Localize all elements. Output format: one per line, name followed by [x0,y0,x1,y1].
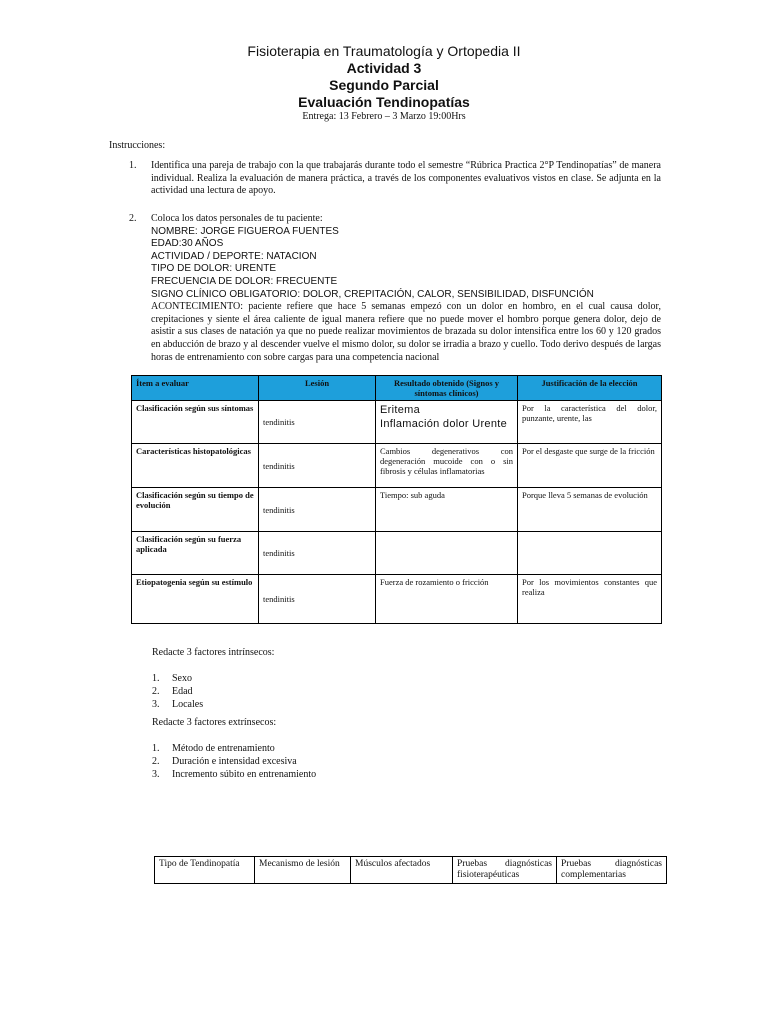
patient-activity: ACTIVIDAD / DEPORTE: NATACION [151,250,317,262]
lesion-cell: tendinitis [259,488,376,532]
justification-cell: Por el desgaste que surge de la fricción [518,444,662,488]
justification-cell: Porque lleva 5 semanas de evolución [518,488,662,532]
lesion-cell: tendinitis [259,532,376,575]
list-text: Incremento súbito en entrenamiento [172,769,317,780]
lesion-cell: tendinitis [259,444,376,488]
instruction-item-2 [129,213,661,364]
lesion-cell: tendinitis [259,401,376,444]
header-result: Resultado obtenido (Signos y síntomas clínicos) [376,376,518,401]
extrinsic-factors [152,716,316,781]
item-number: 1. [129,160,137,171]
due-date: Entrega: 13 Febrero – 3 Marzo 19:00Hrs [302,111,466,122]
list-text: Duración e intensidad excesiva [172,756,297,767]
table-header-row [132,376,662,401]
item-cell: Clasificación según su fuerza aplicada [132,532,259,575]
tendinopathy-table [154,856,667,884]
patient-data-intro: Coloca los datos personales de tu paciente: [151,213,323,224]
instructions-label: Instrucciones: [109,140,166,151]
header-mechanism: Mecanismo de lesión [255,857,351,884]
list-number: 1. [152,673,160,684]
result-cell: Tiempo: sub aguda [376,488,518,532]
list-number: 2. [152,756,160,767]
list-item [152,742,316,755]
header-physio-tests: Pruebas diagnósticas fisioterapéuticas [453,857,557,884]
result-line: Inflamación dolor Urente [380,418,508,430]
list-text: Edad [172,686,193,697]
result-cell [376,532,518,575]
course-title: Fisioterapia en Traumatología y Ortopedia II [247,43,521,59]
header-item: Ítem a evaluar [132,376,259,401]
table-row [132,488,662,532]
justification-cell [518,532,662,575]
item-cell: Clasificación según su tiempo de evolución [132,488,259,532]
header-type: Tipo de Tendinopatía [155,857,255,884]
item-cell: Características histopatológicas [132,444,259,488]
list-number: 3. [152,699,160,710]
header-lesion: Lesión [259,376,376,401]
list-item [152,698,274,711]
list-number: 3. [152,769,160,780]
table-header-row [155,857,667,884]
table-row [132,444,662,488]
justification-cell: Por los movimientos constantes que realiza [518,575,662,624]
table-row [132,532,662,575]
table-row [132,401,662,444]
table-row [132,575,662,624]
evaluation-title: Evaluación Tendinopatías [298,94,470,110]
list-item [152,672,274,685]
list-text: Sexo [172,673,192,684]
intrinsic-label: Redacte 3 factores intrínsecos: [152,647,275,658]
period-title: Segundo Parcial [329,77,439,93]
result-line: Eritema [380,404,420,416]
header-muscles: Músculos afectados [351,857,453,884]
instruction-item-1 [129,160,661,198]
document-header [0,43,768,123]
list-number: 1. [152,743,160,754]
list-item [152,685,274,698]
header-complementary-tests: Pruebas diagnósticas complementarias [557,857,667,884]
result-cell [376,401,518,444]
list-item [152,755,316,768]
list-text: Método de entrenamiento [172,743,275,754]
item-cell: Clasificación según sus síntomas [132,401,259,444]
intrinsic-factors [152,646,274,711]
list-text: Locales [172,699,204,710]
lesion-cell: tendinitis [259,575,376,624]
clinical-sign: SIGNO CLÍNICO OBLIGATORIO: DOLOR, CREPITACIÓN, CALOR, SENSIBILIDAD, DISFUNCIÓN [151,288,594,300]
result-cell: Cambios degenerativos con degeneración mucoide con o sin fibrosis y células inflamatorias [376,444,518,488]
list-number: 2. [152,686,160,697]
patient-age: EDAD:30 AÑOS [151,238,224,250]
patient-name: NOMBRE: JORGE FIGUEROA FUENTES [151,225,339,237]
extrinsic-label: Redacte 3 factores extrínsecos: [152,717,277,728]
header-justification: Justificación de la elección [518,376,662,401]
result-cell: Fuerza de rozamiento o fricción [376,575,518,624]
activity-title: Actividad 3 [346,60,422,76]
pain-type: TIPO DE DOLOR: URENTE [151,263,277,275]
evaluation-table [131,375,662,624]
justification-cell: Por la característica del dolor, punzante, urente, las [518,401,662,444]
pain-frequency: FRECUENCIA DE DOLOR: FRECUENTE [151,275,338,287]
item-cell: Etiopatogenia según su estímulo [132,575,259,624]
item-number: 2. [129,213,137,224]
event-description: ACONTECIMIENTO: paciente refiere que hace 5 semanas empezó con un dolor en hombro, en el cual causa dolor, crepitaciones y siente el área caliente de igual manera refiere que no puede mover el hombro porque genera dolor, dejo de asistir a sus clases de natación ya que no puede realizar movimientos de brazada su dolor intensifica entre los 60 y 120 grados en abducción de brazo y al descender vuelve el mismo dolor, su dolor se irradia a brazo y cuello. Todo derivo después de largas horas de entrenamiento con sobre cargas para una competencia nacional [151,301,661,363]
list-item [152,768,316,781]
item-text: Identifica una pareja de trabajo con la que trabajarás durante todo el semestre “Rúbrica Practica 2°P Tendinopatías” de manera individual. Realiza la evaluación de manera práctica, a través de los componentes evaluativos vistos en clase. Se adjunta en la actividad una lectura de apoyo. [151,160,661,197]
